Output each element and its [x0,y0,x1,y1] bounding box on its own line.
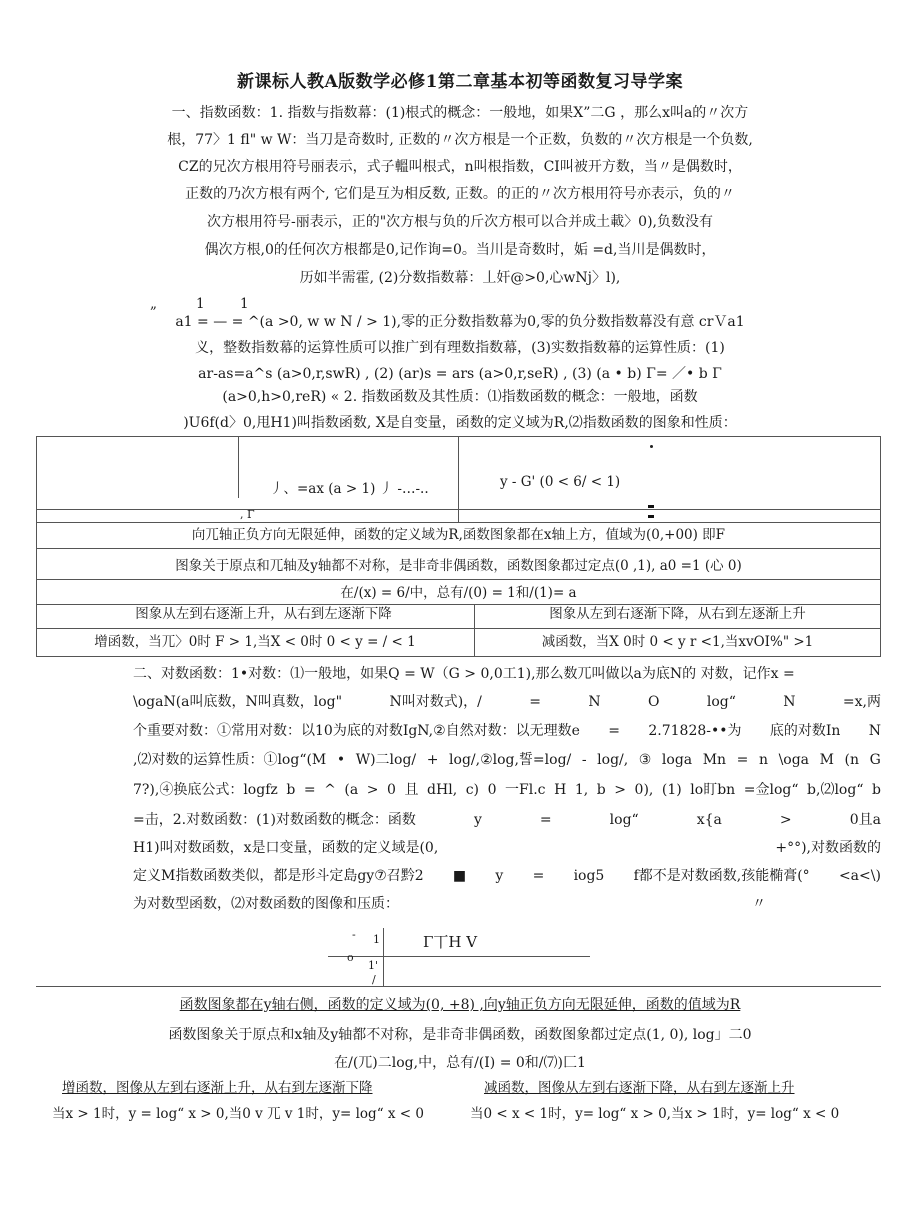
graph-dash [648,515,654,518]
table-divider [36,986,881,987]
text-line: 次方根用符号-丽表示，正的"次方根与负的斤次方根可以合并成土載〉0),负数没有 [207,214,713,230]
graph-header: Γ丅H V [423,933,478,951]
text-line: 偶次方根,0的任何次方根都是0,记作询=0。当川是奇数时，姤 =d,当川是偶数时， [204,242,716,258]
text-line: 7?),④换底公式：logfz b = ^ (a > 0 且 dHl, c) 0 一Fl.c H 1, b > 0), (1) lo盯bn =佥log“ b,⑵log“ b [133,782,881,798]
fraction-mark: „ [150,296,157,312]
text-line: )U6f(d〉0,甩H1)叫指数函数, X是自变量，函数的定义域为R,⑵指数函数的图象和性质： [183,415,737,431]
graph-label-decreasing: y - G' (0 < 6/ < 1) [500,474,621,490]
text-line: 义，整数指数幕的运算性质可以推广到有理数指数幕，(3)实数指数幕的运算性质：(1) [195,340,725,356]
text-line: H1)叫对数函数，x是口变量，函数的定义域是(0, +°°),对数函数的 [133,840,881,856]
table-cell: 减函数，当X 0时 0 < y r <1,当xvOI%" >1 [541,634,814,650]
graph-mark: - [352,928,356,941]
text-line: \ogaN(a叫底数，N叫真数，log" N叫对数式)，/ = N O log“ N =x,两 [133,694,881,710]
text-line: a1 = — = ^(a >0, w w N / > 1),零的正分数指数幕为0,零的负分数指数幕没有意 crＶa1 [175,314,745,330]
table-divider [36,522,881,523]
fraction-mark: 1 [240,296,249,312]
text-line: 个重要对数：①常用对数：以10为底的对数IgN,②自然对数：以无理数e = 2.71828-••为 底的对数In N [133,723,881,739]
graph-mark: / [372,973,376,986]
table-cell: 图象从左到右逐渐上升，从右到左逐渐下降 [135,606,392,622]
graph-mark: , Γ [240,508,255,521]
text-line: 定义M指数函数类似，都是形斗定島gy⑦召黔2 ■ y = iog5 f都不是对数函数,孩能椭膏(° <a<\) [133,868,881,884]
table-divider [36,548,881,549]
table-row: 函数图象都在y轴右侧，函数的定义域为(0, +8) ,向y轴正负方向无限延伸，函数的值域为R [179,997,741,1013]
text-line: 正数的乃次方根有两个, 它们是互为相反数, 正数。的正的〃次方根用符号亦表示，负的〃 [185,186,735,202]
text-line: ar-as=a^s (a>0,r,swR) , (2) (ar)s = ars (a>0,r,seR) , (3) (a • b) Γ= ／• b Γ [198,366,722,382]
table-row: 向兀轴正负方向无限延伸，函数的定义域为R,函数图象都在x轴上方，值域为(0,+00) 即F [191,527,726,543]
graph-dot [650,445,653,448]
text-line: ,⑵对数的运算性质：①log“(M • W)二log/ + log/,②log,誓=log/ - log/, ③ loga Mn = n \oga M (n G [133,752,881,768]
graph-dash [648,505,654,508]
table-cell: 增函数，图像从左到右逐渐上升，从右到左逐渐下降 [62,1080,373,1096]
table-cell: 图象从左到右逐渐下降，从右到左逐渐上升 [549,606,806,622]
table-divider [36,509,881,510]
text-line: =击，2.对数函数：(1)对数函数的概念：函数 y = log“ x{a > 0且a [133,812,881,828]
graph-mark: 1' [368,959,379,972]
table-divider [238,436,239,498]
table-row: 图象关于原点和兀轴及y轴都不对称，是非奇非偶函数，函数图象都过定点(0 ,1), a0 =1 (心 0) [175,558,742,574]
text-line: CZ的兄次方根用符号丽表示，式子轀叫根式，n叫根指数，CI叫被开方数，当〃是偶数时， [178,159,742,175]
graph-mark: o [347,951,354,964]
graph-divider [383,928,384,986]
text-line: 为对数型函数，⑵对数函数的图像和压质： 〃 [133,896,766,912]
table-row: 在/(x) = 6/中，总有/(0) = 1和/(1)= a [340,585,577,601]
table-row: 函数图象关于原点和x轴及y轴都不对称，是非奇非偶函数，函数图象都过定点(1, 0), log」二0 [168,1027,752,1043]
table-cell: 增函数，当兀〉0时 F > 1,当X < 0时 0 < y = / < 1 [94,634,416,650]
text-line: (a>0,h>0,reR) « 2. 指数函数及其性质：⑴指数函数的概念：一般地，函数 [222,389,698,405]
text-line: 历如半需霍, (2)分数指数幕：丄奸@>0,心wNj〉l), [299,270,621,286]
table-row: 在/(兀)二log,中，总有/(I) = 0和/⑺)匚1 [334,1055,586,1071]
table-divider [36,628,881,629]
text-line: 根，77〉1 fl" w W：当刀是奇数时, 正数的〃次方根是一个正数，负数的〃次方根是一个负数, [167,132,753,148]
page-title: 新课标人教A版数学必修1第二章基本初等函数复习导学案 [236,72,684,92]
graph-label-increasing: 丿、=ax (a > 1) 丿 -…-.. [270,481,429,497]
text-line: 二、对数函数：1•对数：⑴一般地，如果Q = W（G > 0,0工1),那么数兀叫做以a为底N的 对数，记作x = [133,666,795,682]
table-cell: 当x > 1时，y = log“ x > 0,当0 v 兀 v 1时，y= log“ x < 0 [52,1106,424,1122]
table-cell: 当0 < x < 1时，y= log“ x > 0,当x > 1时，y= log“ x < 0 [470,1106,840,1122]
table-divider [36,579,881,580]
text-line: 一、指数函数：1. 指数与指数幕：(1)根式的概念：一般地，如果X”二G ，那么x叫a的〃次方 [171,105,749,121]
fraction-mark: 1 [196,296,205,312]
graph-mark: 1 [373,933,380,946]
table-cell: 减函数，图像从左到右逐渐下降，从右到左逐渐上升 [484,1080,795,1096]
